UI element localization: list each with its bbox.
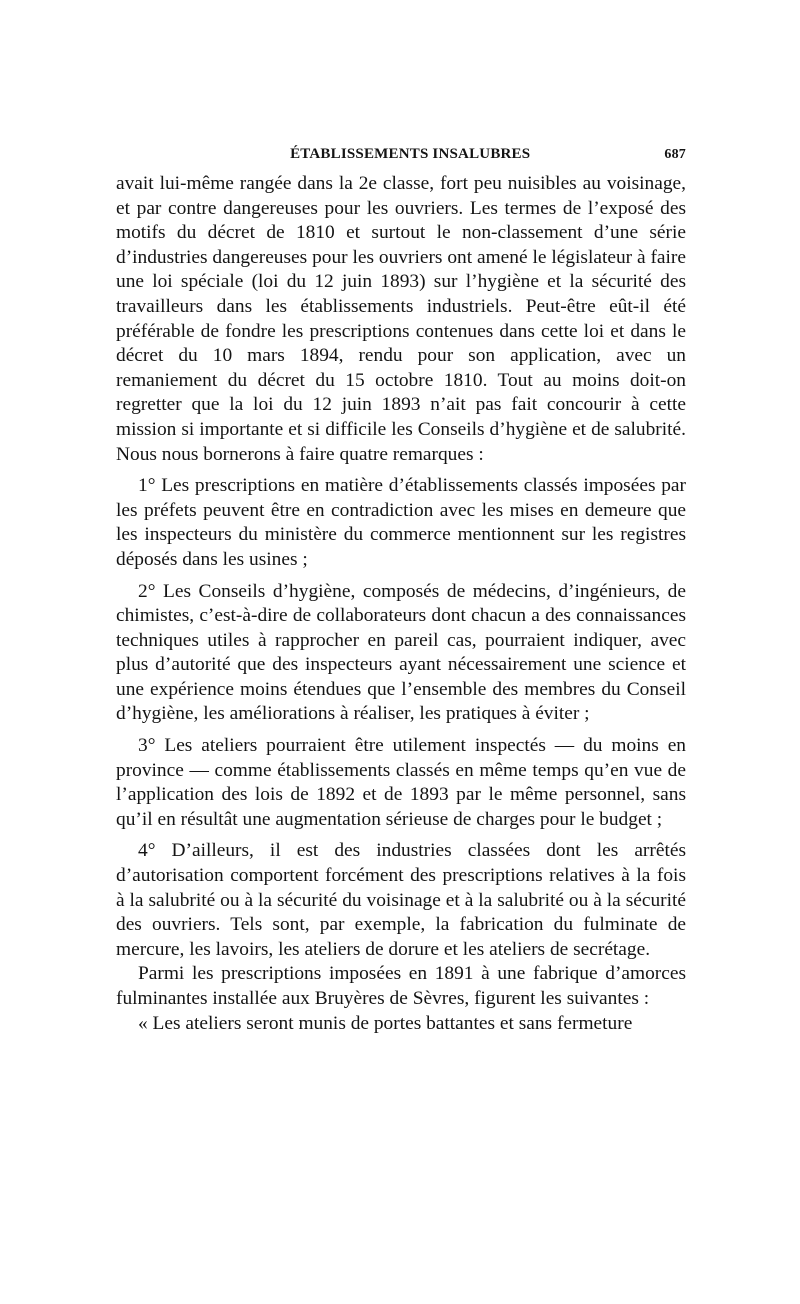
paragraph-continuation: avait lui-même rangée dans la 2e classe, fort peu nuisibles au voisinage, et par contre dangereuses pour les ouvriers. Les termes de l’exposé des motifs du décret de 1810 et surtout le non-classement d’une série d’industries dangereuses pour les ouvriers ont amené le législateur à faire une loi spéciale (loi du 12 juin 1893) sur l’hygiène et la sécurité des travailleurs dans les établissements industriels. Peut-être eût-il été préférable de fondre les prescriptions contenues dans cette loi et dans le décret du 10 mars 1894, rendu pour son application, avec un remaniement du décret du 15 octobre 1810. Tout au moins doit-on regretter que la loi du 12 juin 1893 n’ait pas fait concourir à cette mission si importante et si difficile les Conseils d’hygiène et de salubrité. Nous nous bornerons à faire quatre remarques : <box>116 173 686 465</box>
remark-4: 4° D’ailleurs, il est des industries classées dont les arrêtés d’autorisation comportent forcément des prescriptions relatives à la fois à la salubrité ou à la sécurité du voisinage et à la salubrité ou à la sécurité des ouvriers. Tels sont, par exemple, la fabrication du fulminate de mercure, les lavoirs, les ateliers de dorure et les ateliers de secrétage. <box>116 840 686 960</box>
document-page <box>116 146 686 1036</box>
paragraph-prescriptions: Parmi les prescriptions imposées en 1891 à une fabrique d’amorces fulminantes installée aux Bruyères de Sèvres, figurent les suivantes : <box>116 963 686 1009</box>
body-text <box>116 172 686 1036</box>
remark-3: 3° Les ateliers pourraient être utilement inspectés — du moins en province — comme établissements classés en même temps qu’en vue de l’application des lois de 1892 et de 1893 par le même personnel, sans qu’il en résultât une augmentation sérieuse de charges pour le budget ; <box>116 735 686 830</box>
page-number: 687 <box>664 147 686 162</box>
remark-2: 2° Les Conseils d’hygiène, composés de médecins, d’ingénieurs, de chimistes, c’est-à-dire de collaborateurs dont chacun a des connaissances techniques utiles à rapprocher en pareil cas, pourraient indiquer, avec plus d’autorité que des inspecteurs ayant nécessairement une science et une expérience moins étendues que l’ensemble des membres du Conseil d’hygiène, les améliorations à réaliser, les pratiques à éviter ; <box>116 580 686 725</box>
running-title: ÉTABLISSEMENTS INSALUBRES <box>290 146 531 162</box>
running-header <box>116 146 686 168</box>
remark-1: 1° Les prescriptions en matière d’établissements classés imposées par les préfets peuvent être en contradiction avec les mises en demeure que les inspecteurs du ministère du commerce mentionnent sur les registres déposés dans les usines ; <box>116 475 686 570</box>
quotation-start: « Les ateliers seront munis de portes battantes et sans fermeture <box>138 1012 633 1034</box>
